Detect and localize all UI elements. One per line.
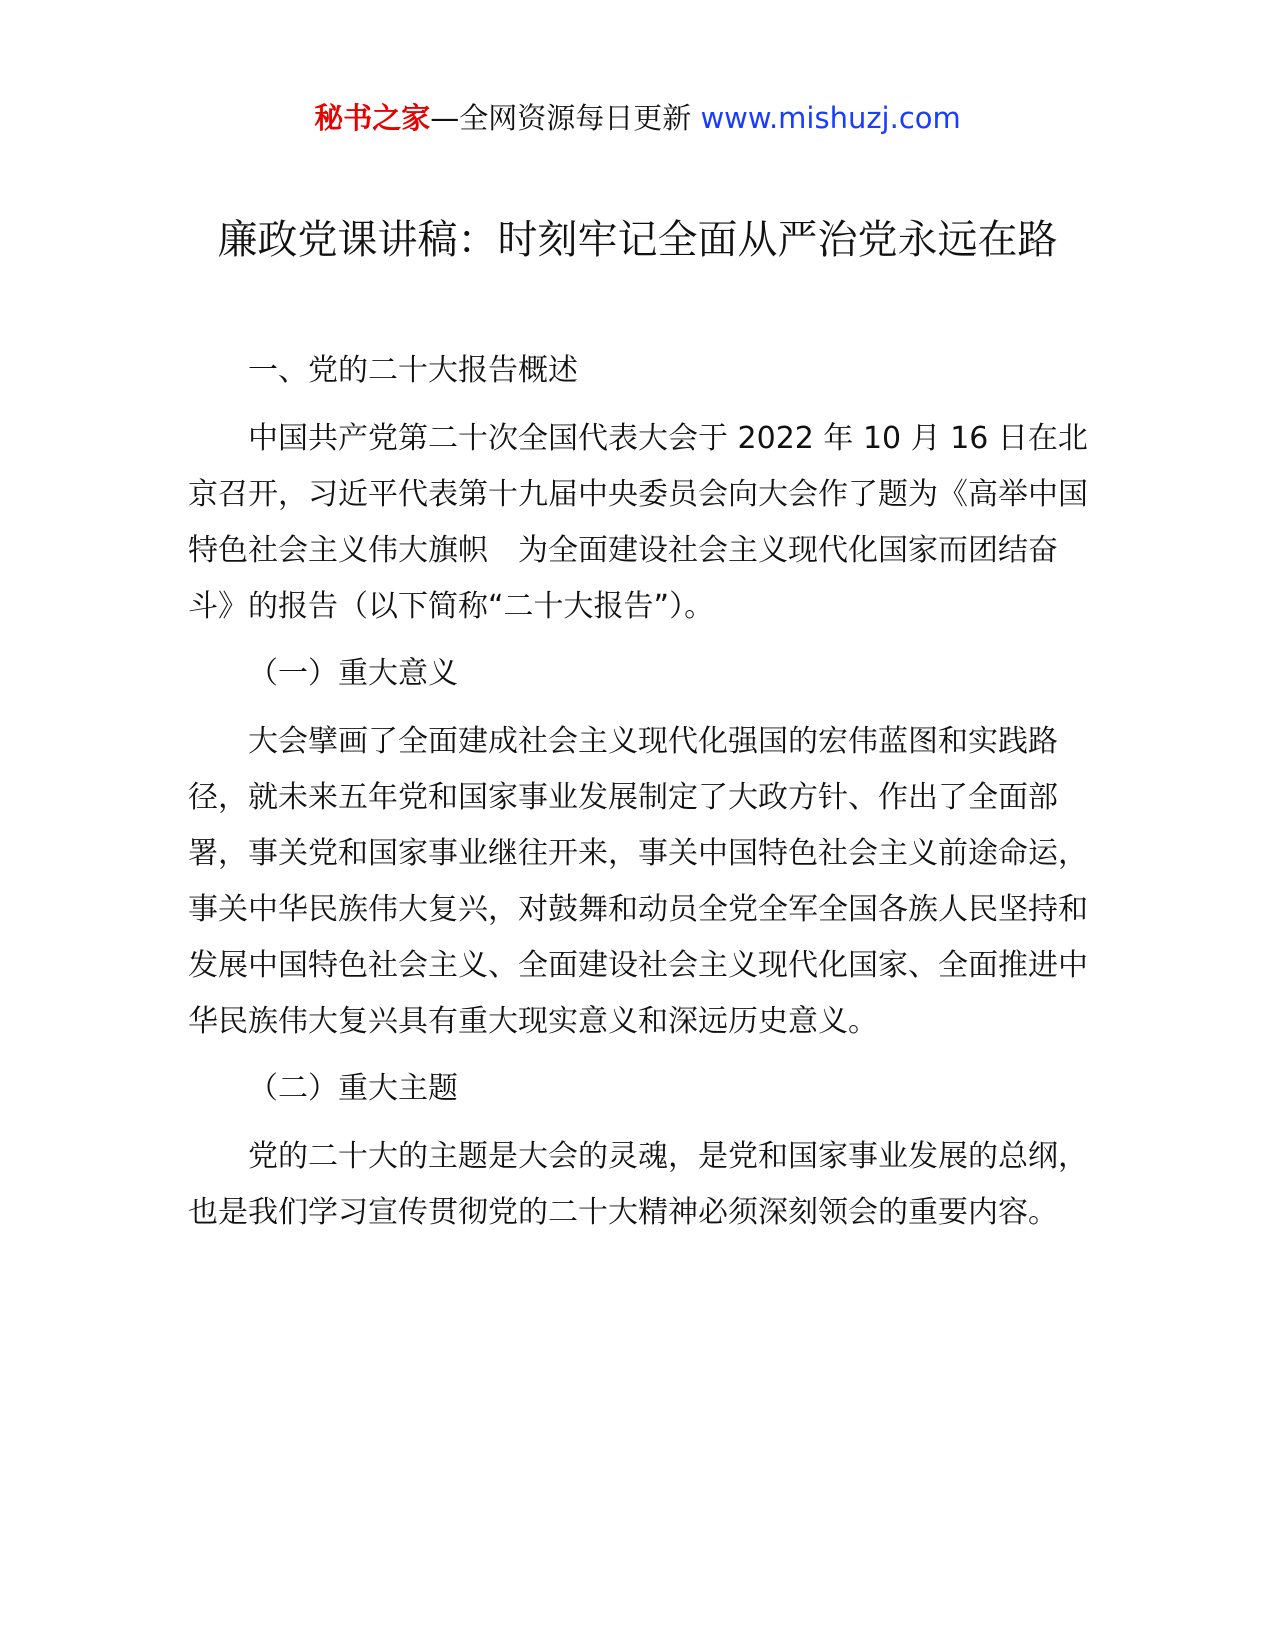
header-tagline: —全网资源每日更新 bbox=[430, 101, 692, 135]
site-header bbox=[0, 96, 1275, 140]
subsection-heading: （二）重大主题 bbox=[248, 1071, 458, 1106]
brand-name: 秘书之家 bbox=[314, 101, 431, 135]
subsection-heading: （一）重大意义 bbox=[248, 656, 458, 691]
section-heading: 一、党的二十大报告概述 bbox=[248, 353, 578, 388]
document-title: 廉政党课讲稿：时刻牢记全面从严治党永远在路 bbox=[217, 217, 1058, 263]
paragraph: 大会擘画了全面建成社会主义现代化强国的宏伟蓝图和实践路径，就未来五年党和国家事业发展制定了大政方针、作出了全面部署，事关党和国家事业继往开来，事关中国特色社会主义前途命运，事关中华民族伟大复兴，对鼓舞和动员全党全军全国各族人民坚持和发展中国特色社会主义、全面建设社会主义现代化国家、全面推进中华民族伟大复兴具有重大现实意义和深远历史意义。 bbox=[188, 724, 1088, 1039]
paragraph: 党的二十大的主题是大会的灵魂，是党和国家事业发展的总纲，也是我们学习宣传贯彻党的二十大精神必须深刻领会的重要内容。 bbox=[188, 1139, 1088, 1230]
paragraph: 中国共产党第二十次全国代表大会于 2022 年 10 月 16 日在北京召开，习近平代表第十九届中央委员会向大会作了题为《高举中国特色社会主义伟大旗帜 为全面建设社会主义现代化国家而团结奋斗》的报告（以下简称“二十大报告”）。 bbox=[188, 421, 1088, 624]
document-body bbox=[188, 343, 1088, 1252]
site-url-link[interactable]: www.mishuzj.com bbox=[700, 101, 961, 135]
